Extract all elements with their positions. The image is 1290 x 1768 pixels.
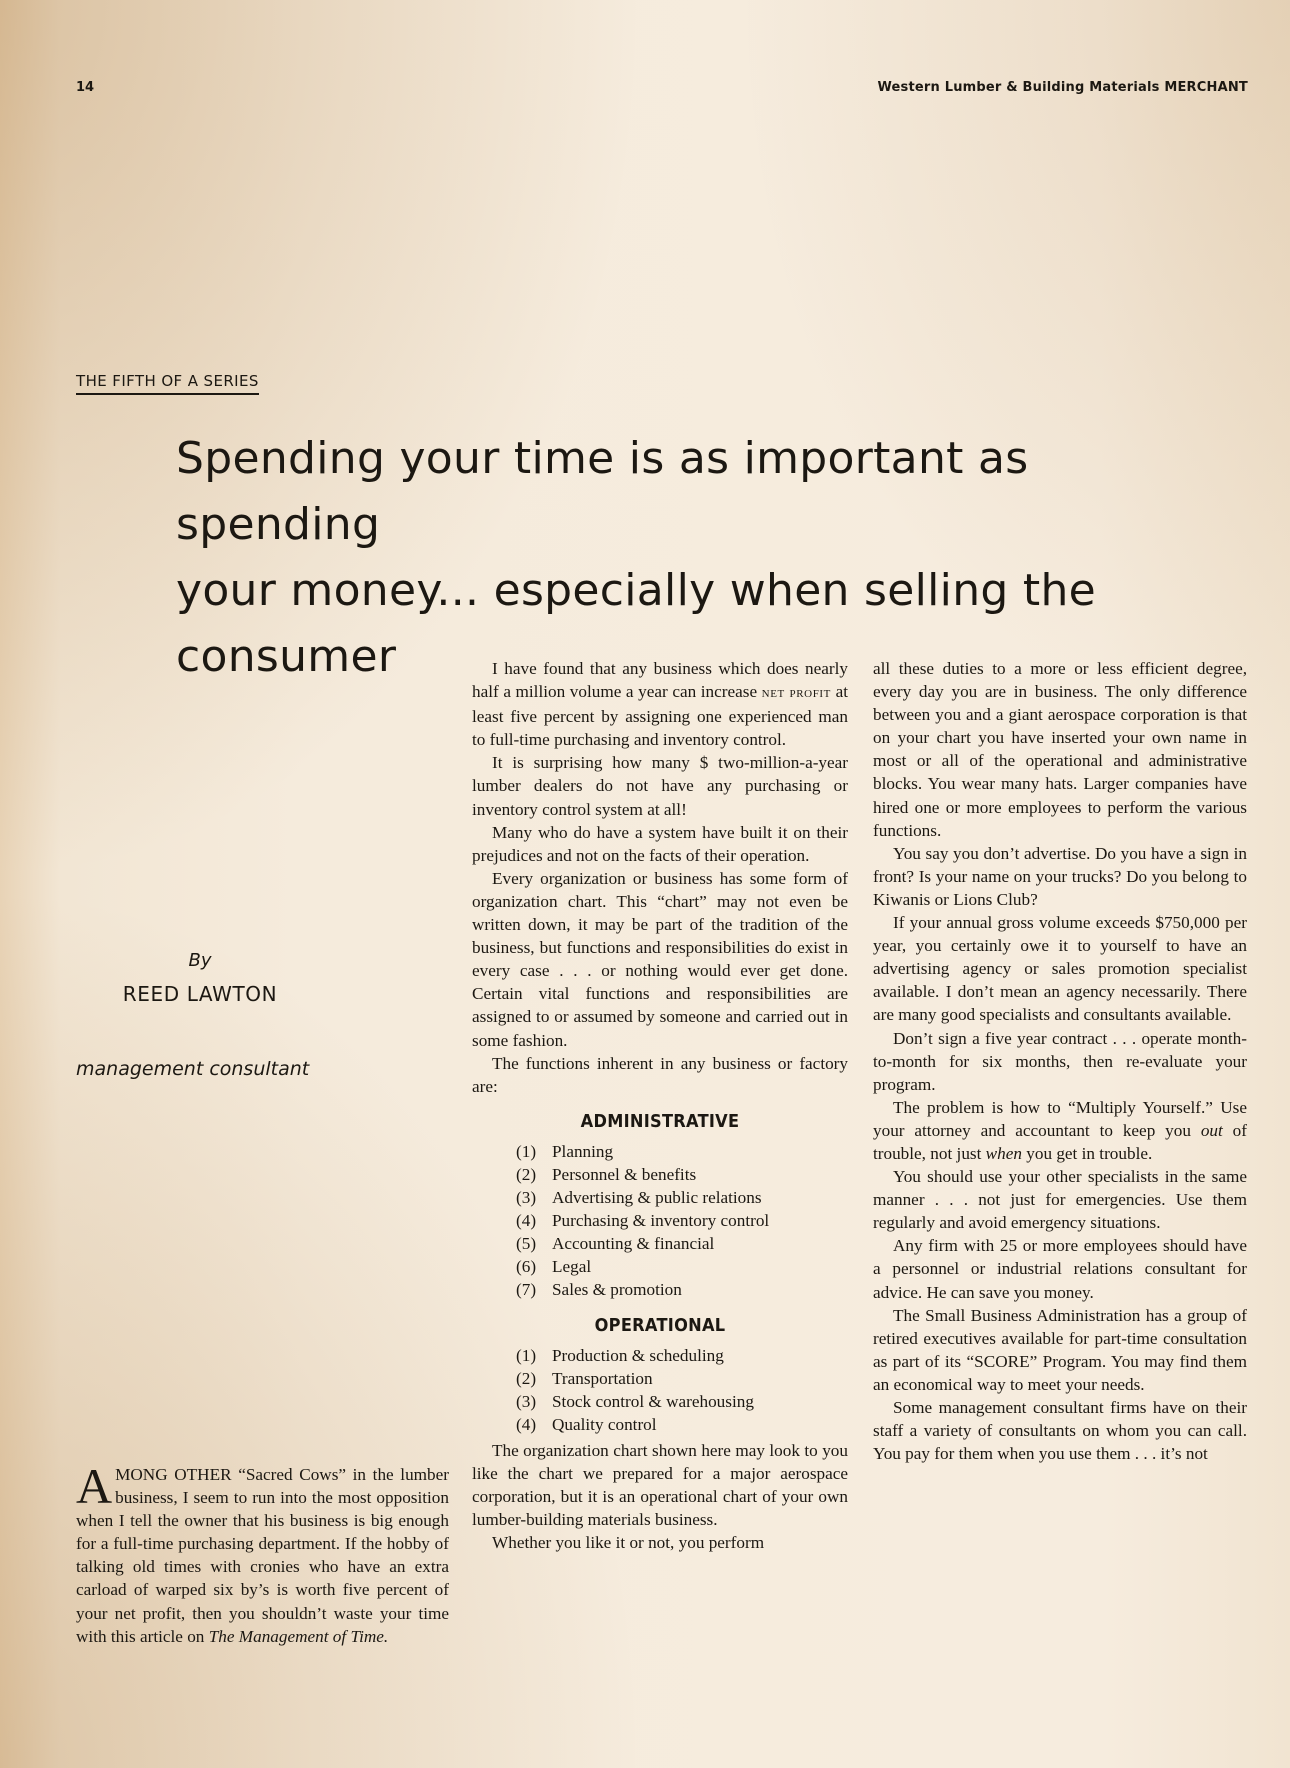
paragraph <box>472 657 848 751</box>
paragraph: If your annual gross volume exceeds $750,000 per year, you certainly owe it to yourself to have an advertising agency or sales promotion specialist available. I don’t mean an agency necessarily. There are many good specialists and consultants available. <box>873 913 1247 1025</box>
article-headline <box>176 426 1236 690</box>
list-number: (2) <box>516 1368 537 1388</box>
paragraph-text: of trouble, not just <box>873 1120 1247 1163</box>
list-item <box>516 1344 848 1367</box>
article-column-2 <box>472 657 848 1554</box>
operational-list <box>516 1344 848 1436</box>
list-item <box>516 1186 848 1209</box>
emphasis: out <box>1200 1120 1223 1140</box>
list-item <box>516 1278 848 1301</box>
operational-heading: OPERATIONAL <box>594 1314 726 1336</box>
article-column-1 <box>76 1458 449 1648</box>
paragraph: Some management consultant firms have on their staff a variety of consultants on whom you can call. You pay for them when you use them . . . it’s not <box>873 1398 1247 1464</box>
series-label: THE FIFTH OF A SERIES <box>76 372 259 395</box>
list-label: Quality control <box>552 1414 657 1434</box>
list-number: (3) <box>516 1188 537 1208</box>
list-item <box>516 1255 848 1278</box>
paragraph-text: you get in trouble. <box>1021 1143 1153 1163</box>
headline-line-1: Spending your time is as important as spending <box>176 433 1029 550</box>
paragraph: Whether you like it or not, you perform <box>492 1533 765 1553</box>
list-label: Planning <box>552 1141 614 1161</box>
paragraph-text: The problem is how to “Multiply Yourself.” Use your attorney and accountant to keep you <box>873 1097 1247 1140</box>
list-item <box>516 1413 848 1436</box>
administrative-list <box>516 1140 848 1302</box>
paragraph: Don’t sign a five year contract . . . operate month-to-month for six months, then re-evaluate your program. <box>873 1028 1247 1094</box>
paragraph: Many who do have a system have built it on their prejudices and not on the facts of their operation. <box>472 822 848 865</box>
paragraph-text: I have found that any business which does nearly half a million volume a year can increase <box>472 659 848 702</box>
list-number: (1) <box>516 1345 537 1365</box>
list-item <box>516 1140 848 1163</box>
paragraph: all these duties to a more or less efficient degree, every day you are in business. The only difference between you and a giant aerospace corporation is that on your chart you have inserted your own name in most or all of the operational and administrative blocks. You wear many hats. Larger companies have hired one or more employees to perform the various functions. <box>873 659 1247 840</box>
list-number: (4) <box>516 1414 537 1434</box>
list-label: Personnel & benefits <box>552 1164 697 1184</box>
list-number: (5) <box>516 1234 537 1254</box>
paragraph: You say you don’t advertise. Do you have a sign in front? Is your name on your trucks? Do you belong to Kiwanis or Lions Club? <box>873 843 1247 909</box>
list-item <box>516 1163 848 1186</box>
paragraph: Any firm with 25 or more employees should have a personnel or industrial relations consultant for advice. He can save you money. <box>873 1236 1247 1302</box>
list-number: (6) <box>516 1257 537 1277</box>
list-number: (2) <box>516 1164 537 1184</box>
paragraph: It is surprising how many $ two-million-a-year lumber dealers do not have any purchasing or inventory control system at all! <box>472 753 848 819</box>
drop-cap: A <box>76 1458 113 1514</box>
list-label: Transportation <box>552 1368 653 1388</box>
list-label: Legal <box>552 1257 592 1277</box>
list-item <box>516 1367 848 1390</box>
paragraph: Every organization or business has some form of organization chart. This “chart” may not even be written down, it may be part of the tradition of the business, but functions and responsibilities do exist in every case . . . or nothing would ever get done. Certain vital functions and responsibilities are assigned to or assumed by someone and carried out in some fashion. <box>472 868 848 1050</box>
article-title-italic: The Management of Time. <box>208 1626 389 1646</box>
paragraph <box>873 1096 1247 1165</box>
net-profit-smallcaps: net profit <box>761 685 831 702</box>
list-number: (1) <box>516 1141 537 1161</box>
author-name: REED LAWTON <box>122 982 278 1006</box>
list-item <box>516 1390 848 1413</box>
list-number: (7) <box>516 1280 537 1300</box>
paragraph-text: at least five percent by assigning one experienced man to full-time purchasing and inventory control. <box>472 682 848 750</box>
list-number: (3) <box>516 1391 537 1411</box>
list-label: Production & scheduling <box>552 1345 724 1365</box>
list-label: Accounting & financial <box>552 1234 715 1254</box>
article-column-3 <box>873 657 1247 1465</box>
list-number: (4) <box>516 1211 537 1231</box>
running-head: Western Lumber & Building Materials MERCHANT <box>877 80 1248 95</box>
paragraph: The organization chart shown here may look to you like the chart we prepared for a major aerospace corporation, but it is an operational chart of your own lumber-building materials business. <box>472 1441 848 1530</box>
paragraph-text: MONG OTHER “Sacred Cows” in the lumber business, I seem to run into the most opposition when I tell the owner that his business is big enough for a full-time purchasing department. If the hobby of talking old times with cronies who have an extra carload of warped six by’s is worth five percent of your net profit, then you shouldn’t waste your time with this article on <box>76 1465 449 1646</box>
list-item <box>516 1232 848 1255</box>
list-label: Purchasing & inventory control <box>552 1211 770 1231</box>
paragraph: The Small Business Administration has a group of retired executives available for part-time consultation as part of its “SCORE” Program. You may find them an economical way to meet your needs. <box>873 1305 1247 1394</box>
emphasis: when <box>985 1143 1022 1163</box>
byline-by: By <box>188 950 212 971</box>
paragraph <box>76 1458 449 1648</box>
headline-line-2: your money... especially when selling the consumer <box>176 565 1097 682</box>
paragraph: The functions inherent in any business or factory are: <box>472 1053 848 1096</box>
page-number: 14 <box>76 80 95 95</box>
paragraph: You should use your other specialists in the same manner . . . not just for emergencies. Use them regularly and avoid emergency situations. <box>873 1167 1247 1233</box>
list-item <box>516 1209 848 1232</box>
author-title: management consultant <box>76 1058 310 1080</box>
list-label: Stock control & warehousing <box>552 1391 754 1411</box>
list-label: Advertising & public relations <box>552 1188 762 1208</box>
administrative-heading: ADMINISTRATIVE <box>580 1110 740 1132</box>
list-label: Sales & promotion <box>552 1280 682 1300</box>
